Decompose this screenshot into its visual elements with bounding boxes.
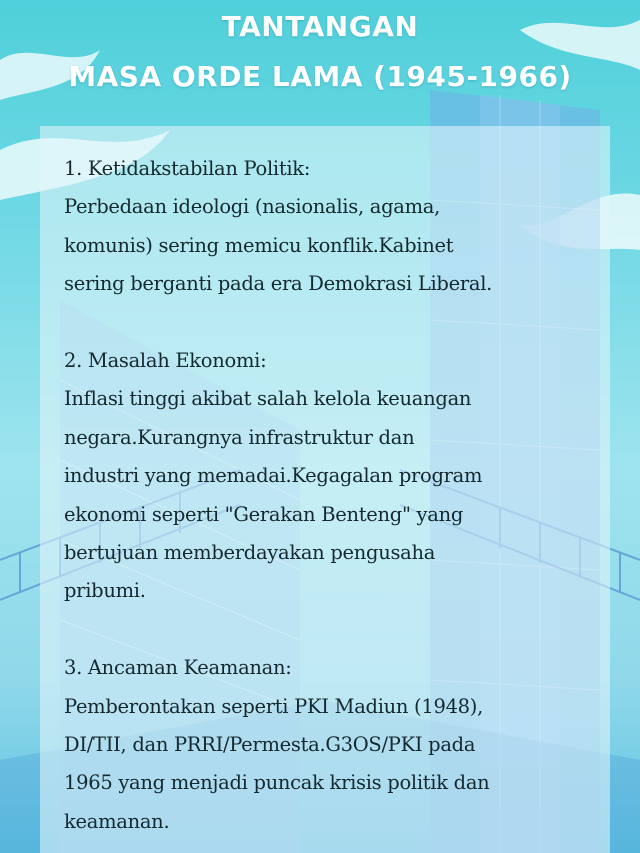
section-line: ekonomi seperti "Gerakan Benteng" yang bbox=[64, 502, 464, 526]
section-line: komunis) sering memicu konflik.Kabinet bbox=[64, 233, 454, 257]
section-spacer bbox=[64, 611, 604, 649]
section-economic bbox=[64, 342, 604, 611]
section-political bbox=[64, 150, 604, 304]
section-heading: 1. Ketidakstabilan Politik: bbox=[64, 157, 311, 180]
section-line: Pemberontakan seperti PKI Madiun (1948), bbox=[64, 694, 483, 718]
section-line: DI/TII, dan PRRI/Permesta.G3OS/PKI pada bbox=[64, 733, 476, 757]
section-line: 1965 yang menjadi puncak krisis politik dan bbox=[64, 771, 490, 795]
content-text bbox=[64, 150, 604, 841]
section-line: bertujuan memberdayakan pengusaha bbox=[64, 541, 436, 565]
section-line: Perbedaan ideologi (nasionalis, agama, bbox=[64, 195, 441, 219]
section-line: negara.Kurangnya infrastruktur dan bbox=[64, 425, 415, 449]
section-heading: 3. Ancaman Keamanan: bbox=[64, 656, 292, 680]
section-security bbox=[64, 649, 604, 841]
section-heading: 2. Masalah Ekonomi: bbox=[64, 349, 267, 373]
page-title: TANTANGAN bbox=[221, 10, 419, 43]
section-line: keamanan. bbox=[64, 809, 170, 833]
section-line: industri yang memadai.Kegagalan program bbox=[64, 464, 483, 488]
section-line: sering berganti pada era Demokrasi Liberal. bbox=[64, 272, 493, 296]
section-spacer bbox=[64, 304, 604, 342]
section-line: pribumi. bbox=[64, 579, 146, 603]
page-subtitle: MASA ORDE LAMA (1945-1966) bbox=[68, 60, 572, 93]
section-line: Inflasi tinggi akibat salah kelola keuangan bbox=[64, 387, 472, 411]
